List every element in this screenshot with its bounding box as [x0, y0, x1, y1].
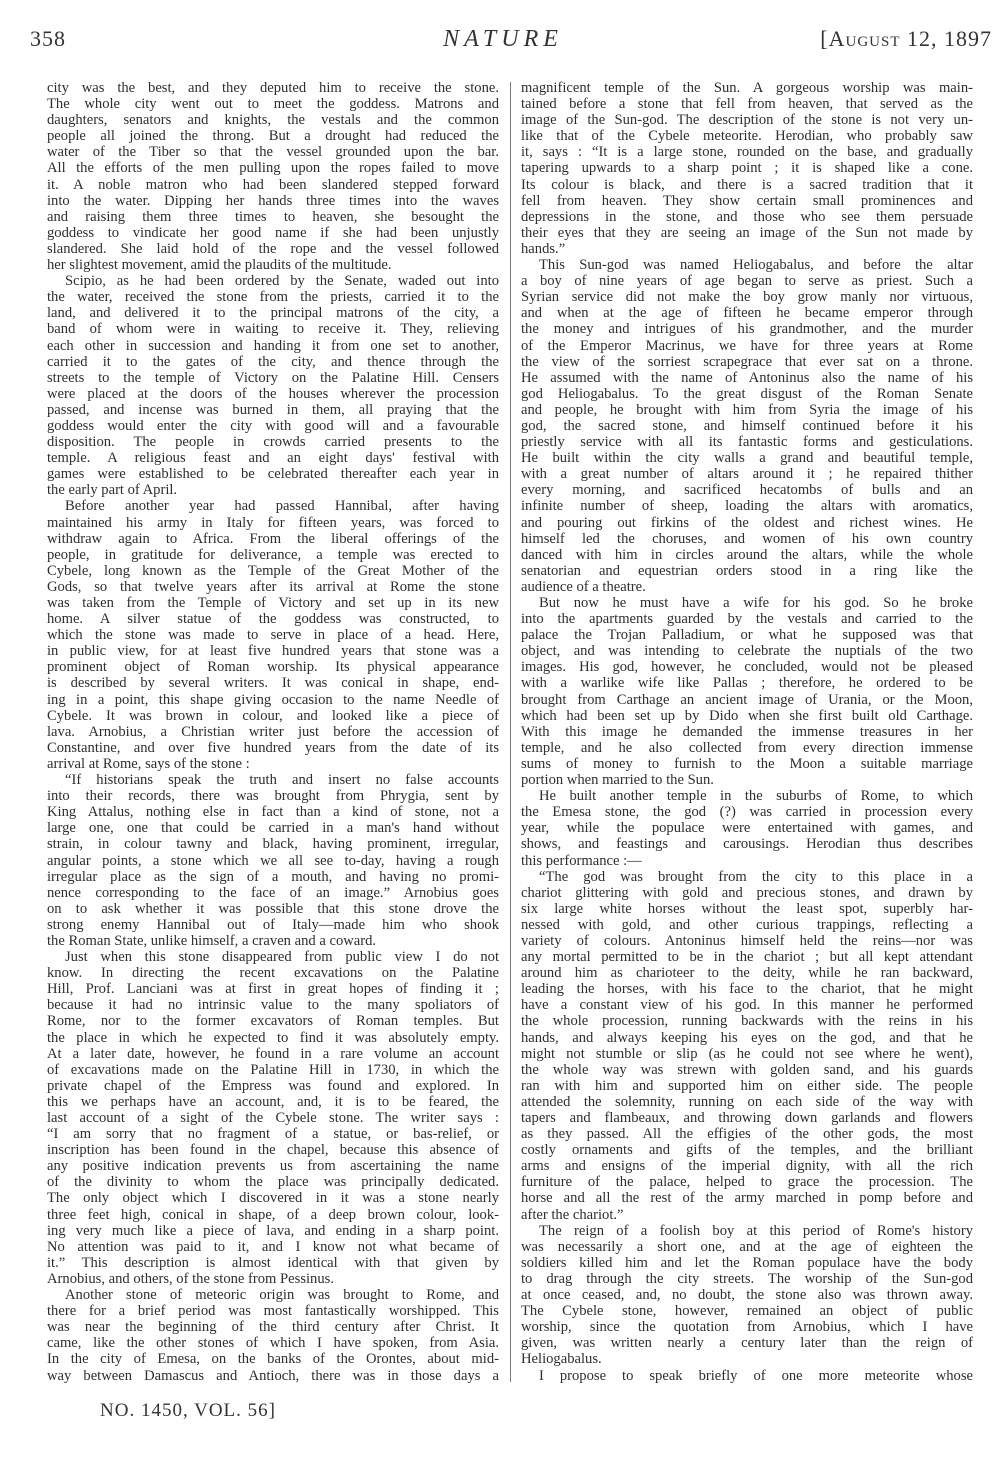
- text-line: band of whom were in waiting to receive it. They, relieving: [47, 321, 499, 338]
- text-line: it.” This description is almost identical with that given by: [47, 1254, 499, 1271]
- text-line: of excavations made on the Palatine Hill in 1730, in which the: [47, 1061, 499, 1078]
- paragraph: [47, 273, 499, 498]
- text-line: King Attalus, nothing else in fact than a kind of stone, not a: [47, 804, 499, 821]
- text-line: the view of the sorriest scrapegrace that ever sat on a throne.: [521, 353, 973, 370]
- text-line: like that of the Cybele meteorite. Herodian, who probably saw: [521, 128, 973, 145]
- text-line: water of the Tiber so that the vessel grounded upon the bar.: [47, 144, 499, 161]
- text-line: after the chariot.”: [521, 1206, 624, 1223]
- text-line: Constantine, and over five hundred years from the date of its: [47, 739, 499, 756]
- text-line: This Sun-god was named Heliogabalus, and before the altar: [539, 257, 973, 274]
- page-number: 358: [30, 26, 66, 51]
- text-line: last account of a sight of the Cybele stone. The writer says :: [47, 1110, 499, 1126]
- text-line: on to ask whether it was possible that this stone drove the: [47, 900, 499, 917]
- text-line: palace the Trojan Palladium, or what he supposed was that: [521, 627, 973, 644]
- text-line: nessed with gold, and other curious trappings, reflecting a: [521, 916, 973, 933]
- text-line: ing in a point, this shape giving occasion to the name Needle of: [47, 691, 499, 708]
- issue-footer: NO. 1450, VOL. 56]: [100, 1400, 276, 1421]
- text-line: prominent object of Roman worship. Its physical appearance: [47, 659, 499, 676]
- text-line: Another stone of meteoric origin was brought to Rome, and: [65, 1287, 499, 1304]
- text-line: god, the sacred stone, and himself continued before it his: [521, 417, 973, 434]
- text-line: temple. A religious feast and an eight days' festival with: [47, 450, 499, 467]
- text-line: arms and ensigns of the imperial dignity, with all the rich: [521, 1158, 973, 1175]
- text-line: Just when this stone disappeared from public view I do not: [65, 949, 499, 966]
- text-line: each other in succession and handing it from one set to another,: [47, 337, 499, 354]
- text-line: arrival at Rome, says of the stone :: [47, 755, 250, 772]
- text-line: home. A silver statue of the goddess was constructed, to: [47, 611, 499, 628]
- text-line: this we perhaps have an account, and, it is to be feared, the: [47, 1093, 499, 1110]
- paragraph: [521, 788, 973, 868]
- text-line: the Roman State, unlike himself, a craven and a coward.: [47, 932, 377, 949]
- text-line: But now he must have a wife for his god. So he broke: [539, 595, 973, 611]
- text-line: this performance :—: [521, 852, 642, 869]
- text-line: might not stumble or slip (as he could not see where he went),: [521, 1045, 973, 1062]
- text-line: three feet high, conical in shape, of a deep brown colour, look-: [47, 1206, 499, 1223]
- text-line: He assumed with the name of Antoninus also the name of his: [521, 369, 973, 386]
- text-line: tapers and flambeaux, and throwing down garlands and flowers: [521, 1110, 973, 1126]
- text-line: I propose to speak briefly of one more meteorite whose: [539, 1367, 973, 1384]
- text-line: have a constant view of his god. In this manner he performed: [521, 997, 973, 1014]
- text-line: year, while the populace were entertained with games, and: [521, 820, 973, 837]
- paragraph: [47, 1287, 499, 1384]
- text-line: way between Damascus and Antioch, there was in those days a: [47, 1367, 499, 1384]
- text-line: disposition. The people in crowds carried presents to the: [47, 434, 499, 451]
- text-line: leading the horses, with his face to the chariot, that he might: [521, 981, 973, 998]
- text-line: came, like the other stones of which I have spoken, from Asia.: [47, 1335, 499, 1352]
- text-line: magnificent temple of the Sun. A gorgeous worship was main-: [521, 80, 973, 96]
- text-line: ing very much like a piece of lava, and ending in a sharp point.: [47, 1222, 499, 1239]
- text-line: hands.”: [521, 240, 566, 257]
- paragraph: [47, 80, 499, 273]
- text-line: with a warlike wife like Pallas ; therefore, he ordered to be: [521, 675, 973, 692]
- text-line: strong enemy Hannibal out of Italy—made him who shook: [47, 916, 499, 933]
- text-line: the early part of April.: [47, 482, 178, 499]
- text-line: the Emesa stone, the god (?) was carried in procession every: [521, 804, 973, 821]
- text-line: the whole procession, running backwards with the reins in his: [521, 1013, 973, 1030]
- text-line: into their records, there was brought from Phrygia, sent by: [47, 788, 499, 805]
- text-line: because it had no intrinsic value to the many spoliators of: [47, 997, 499, 1014]
- paragraph: [47, 772, 499, 949]
- text-line: Arnobius, and others, of the stone from Pessinus.: [47, 1270, 334, 1287]
- text-line: and pouring out firkins of the oldest and richest wines. He: [521, 514, 973, 531]
- text-line: and people, he brought with him from Syria the image of his: [521, 401, 973, 418]
- text-line: “I am sorry that no fragment of a statue, or bas-relief, or: [47, 1126, 499, 1143]
- text-line: Scipio, as he had been ordered by the Senate, waded out into: [65, 273, 499, 290]
- text-line: images. His god, however, he concluded, would not be pleased: [521, 659, 973, 676]
- text-line: “The god was brought from the city to this place in a: [539, 868, 973, 885]
- text-line: All the efforts of the men pulling upon the ropes failed to move: [47, 160, 499, 177]
- text-line: priestly service with all its fantastic forms and gesticulations.: [521, 434, 973, 451]
- text-line: chariot glittering with gold and precious stones, and drawn by: [521, 884, 973, 901]
- text-line: her slightest movement, amid the plaudits of the multitude.: [47, 257, 392, 274]
- paragraph: [47, 498, 499, 772]
- text-line: at once ceased, and, no doubt, the stone also was thrown away.: [521, 1287, 973, 1304]
- text-line: of the Emperor Macrinus, we have for three years at Rome: [521, 337, 973, 354]
- text-line: shows, and feastings and carousings. Herodian thus describes: [521, 836, 973, 853]
- text-line: Heliogabalus.: [521, 1351, 602, 1368]
- text-line: as they passed. All the effigies of the other gods, the most: [521, 1126, 973, 1143]
- text-line: were placed at the doors of the houses wherever the procession: [47, 385, 499, 402]
- text-line: to drag through the city streets. The worship of the Sun-god: [521, 1270, 973, 1287]
- text-line: was near the beginning of the third century after Christ. It: [47, 1319, 499, 1336]
- text-line: The reign of a foolish boy at this period of Rome's history: [539, 1222, 973, 1239]
- text-line: attended the solemnity, running on each side of the way with: [521, 1093, 973, 1110]
- text-line: god Heliogabalus. To the great disgust of the Roman Senate: [521, 385, 973, 402]
- column-divider: [510, 82, 511, 1382]
- text-line: angular points, a stone which we all see to-day, having a rough: [47, 852, 499, 869]
- text-line: the place in which he expected to find it was absolutely empty.: [47, 1029, 499, 1046]
- text-line: Cybele. It was brown in colour, and looked like a piece of: [47, 707, 499, 724]
- text-line: horse and all the rest of the army marched in pomp before and: [521, 1190, 973, 1207]
- text-line: tained before a stone that fell from heaven, that served as the: [521, 96, 973, 113]
- text-line: brought from Carthage an ancient image of Urania, or the Moon,: [521, 691, 973, 708]
- text-line: At a later date, however, he found in a rare volume an account: [47, 1045, 499, 1062]
- text-line: with a great number of altars around it ; he repaired thither: [521, 466, 973, 483]
- text-line: Cybele, long known as the Temple of the Great Mother of the: [47, 562, 499, 579]
- text-line: around him as charioteer to the deity, while he ran backward,: [521, 965, 973, 982]
- text-line: goddess would enter the city with good will and a favourable: [47, 417, 499, 434]
- paragraph: [521, 595, 973, 788]
- issue-date: [August 12, 1897: [820, 26, 992, 51]
- text-line: daughters, senators and knights, the vestals and the common: [47, 112, 499, 129]
- left-column: [47, 80, 499, 1384]
- text-line: and when at the age of fifteen he became emperor through: [521, 305, 973, 322]
- text-line: city was the best, and they deputed him to receive the stone.: [47, 80, 499, 96]
- text-line: slandered. She laid hold of the rope and the vessel followed: [47, 240, 499, 257]
- text-line: there for a brief period was most fantastically worshipped. This: [47, 1303, 499, 1320]
- text-line: their eyes that they are seeing an image of the Sun not made by: [521, 224, 973, 241]
- text-line: private chapel of the Empress was found and explored. In: [47, 1077, 499, 1094]
- text-line: Gods, so that twelve years after its arrival at Rome the stone: [47, 578, 499, 595]
- text-line: danced with him in circles around the altars, while the whole: [521, 546, 973, 563]
- right-column: [521, 80, 973, 1384]
- text-line: into the water. Dipping her hands three times into the waves: [47, 192, 499, 209]
- text-line: any mortal permitted to be in the chariot ; but all kept attendant: [521, 949, 973, 966]
- text-line: “If historians speak the truth and insert no false accounts: [65, 772, 499, 789]
- text-line: games were established to be celebrated thereafter each year in: [47, 466, 499, 483]
- text-line: Before another year had passed Hannibal, after having: [65, 498, 499, 515]
- text-line: was taken from the Temple of Victory and set up in its new: [47, 595, 499, 611]
- text-line: a boy of nine years of age began to serve as priest. Such a: [521, 273, 973, 290]
- text-line: The Cybele stone, however, remained an object of public: [521, 1303, 973, 1320]
- text-line: variety of colours. Antoninus himself held the reins—nor was: [521, 932, 973, 949]
- text-line: furniture of the palace, helped to grace the procession. The: [521, 1174, 973, 1191]
- text-line: worship, since the quotation from Arnobius, which I have: [521, 1319, 973, 1336]
- text-line: In the city of Emesa, on the banks of the Orontes, about mid-: [47, 1351, 499, 1368]
- text-line: Its colour is black, and there is a sacred tradition that it: [521, 176, 973, 193]
- text-line: given, was written nearly a century later than the reign of: [521, 1335, 973, 1352]
- text-line: He built another temple in the suburbs of Rome, to which: [539, 788, 973, 805]
- text-line: hands, and always keeping his eyes on the god, and that he: [521, 1029, 973, 1046]
- text-line: image of the Sun-god. The description of the stone is not very un-: [521, 112, 973, 129]
- text-line: audience of a theatre.: [521, 578, 646, 595]
- text-line: Rome, nor to the former excavators of Roman temples. But: [47, 1013, 499, 1030]
- text-line: any positive indication prevents us from ascertaining the name: [47, 1158, 499, 1175]
- text-line: temple, and he also collected from every direction immense: [521, 739, 973, 756]
- text-line: No attention was paid to it, and I know not what became of: [47, 1238, 499, 1255]
- text-line: object, and was intending to celebrate the nuptials of the two: [521, 643, 973, 660]
- text-line: The only object which I discovered in it was a stone nearly: [47, 1190, 499, 1207]
- text-line: goddess to vindicate her good name if she had been unjustly: [47, 224, 499, 241]
- text-line: soldiers killed him and let the Roman populace have the body: [521, 1254, 973, 1271]
- text-line: sums of money to furnish to the Moon a suitable marriage: [521, 755, 973, 772]
- text-line: maintained his army in Italy for fifteen years, was forced to: [47, 514, 499, 531]
- text-line: it, says : “It is a large stone, rounded on the base, and gradually: [521, 144, 973, 161]
- text-line: inscription has been found in the chapel, because this absence of: [47, 1142, 499, 1159]
- text-line: nence corresponding to the face of an image.” Arnobius goes: [47, 884, 499, 901]
- text-line: withdraw again to Africa. From the liberal offerings of the: [47, 530, 499, 547]
- text-line: irregular place as the sign of a mouth, and having no promi-: [47, 868, 499, 885]
- text-line: six large white horses without the least spot, superbly har-: [521, 900, 973, 917]
- text-line: every morning, and sacrificed hecatombs of bulls and an: [521, 482, 973, 499]
- text-line: fell from heaven. They show certain small prominences and: [521, 192, 973, 209]
- text-line: lava. Arnobius, a Christian writer just before the accession of: [47, 723, 499, 740]
- text-line: which the stone was made to serve in place of a head. Here,: [47, 627, 499, 644]
- text-line: the whole way was strewn with golden sand, and his guards: [521, 1061, 973, 1078]
- text-line: people all joined the throng. But a drought had reduced the: [47, 128, 499, 145]
- paragraph: [521, 257, 973, 595]
- text-line: costly ornaments and gifts of the temples, and the brilliant: [521, 1142, 973, 1159]
- text-line: people, in gratitude for deliverance, a temple was erected to: [47, 546, 499, 563]
- text-line: which had been set up by Dido when she first built old Carthage.: [521, 707, 973, 724]
- paragraph: [47, 949, 499, 1287]
- text-line: land, and delivered it to the principal matrons of the city, a: [47, 305, 499, 322]
- text-line: strain, in colour tawny and black, having prominent, irregular,: [47, 836, 499, 853]
- text-line: infinite number of sheep, loading the altars with aromatics,: [521, 498, 973, 515]
- paragraph: [521, 80, 973, 257]
- paragraph: [521, 869, 973, 1223]
- text-line: was necessarily a short one, and at the age of eighteen the: [521, 1238, 973, 1255]
- text-line: is described by several writers. It was conical in shape, end-: [47, 675, 499, 692]
- text-line: Syrian service did not make the boy grow manly nor virtuous,: [521, 289, 973, 306]
- text-line: He built within the city walls a grand and beautiful temple,: [521, 450, 973, 467]
- text-line: passed, and incense was burned in them, all praying that the: [47, 401, 499, 418]
- text-line: the money and intrigues of his grandmother, and the murder: [521, 321, 973, 338]
- text-line: large one, one that could be carried in a man's hand without: [47, 820, 499, 837]
- text-line: know. In directing the recent excavations on the Palatine: [47, 965, 499, 982]
- text-line: of the divinity to whom the place was principally dedicated.: [47, 1174, 499, 1191]
- text-line: tapering upwards to a sharp point ; it is shaped like a cone.: [521, 160, 973, 177]
- text-line: ran with him and supported him on either side. The people: [521, 1077, 973, 1094]
- text-line: himself led the choruses, and women of his own country: [521, 530, 973, 547]
- paragraph: [521, 1223, 973, 1368]
- text-line: the water, received the stone from the priests, carried it to the: [47, 289, 499, 306]
- text-line: streets to the temple of Victory on the Palatine Hill. Censers: [47, 369, 499, 386]
- text-line: in public view, for at least five hundred years that stone was a: [47, 643, 499, 660]
- paragraph: [521, 1368, 973, 1384]
- journal-title: NATURE: [443, 26, 563, 52]
- text-line: portion when married to the Sun.: [521, 772, 714, 789]
- text-line: carried it to the gates of the city, and thence through the: [47, 353, 499, 370]
- text-line: into the apartments guarded by the vestals and carried to the: [521, 611, 973, 628]
- text-line: and raising them three times to heaven, she besought the: [47, 208, 499, 225]
- text-line: depressions in the stone, and those who see them persuade: [521, 208, 973, 225]
- text-line: With this image he demanded the immense treasures in her: [521, 723, 973, 740]
- text-line: senatorian and equestrian orders stood in a ring like the: [521, 562, 973, 579]
- text-line: it. A noble matron who had been slandered stepped forward: [47, 176, 499, 193]
- text-line: The whole city went out to meet the goddess. Matrons and: [47, 96, 499, 113]
- text-line: Hill, Prof. Lanciani was at first in great hopes of finding it ;: [47, 981, 499, 998]
